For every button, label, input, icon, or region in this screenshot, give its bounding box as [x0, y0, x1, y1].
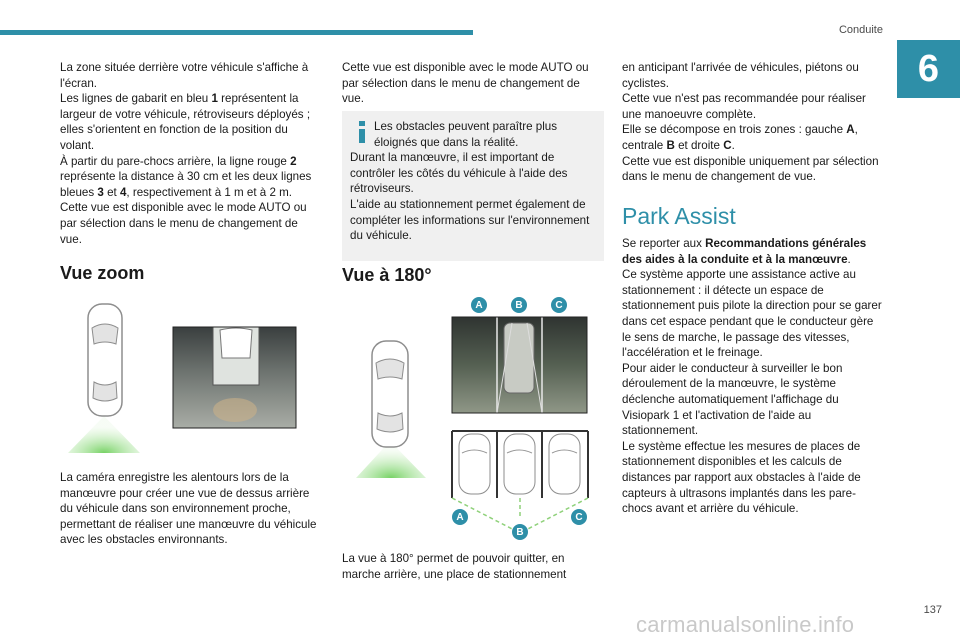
camera-field-green	[68, 416, 140, 453]
zone-label-c: C	[571, 509, 587, 525]
paragraph: Les lignes de gabarit en bleu 1 représentent la largeur de votre véhicule, rétroviseurs déployés ; elles s'orientent en fonction de la position du volant.	[60, 92, 311, 152]
info-text: Les obstacles peuvent paraître plus éloignés que dans la réalité.	[374, 120, 558, 149]
info-box	[342, 111, 604, 261]
paragraph: Cette vue est disponible avec le mode AUTO ou par sélection dans le menu de changement de vue.	[60, 201, 307, 246]
chapter-label: Conduite	[838, 24, 883, 36]
column-3	[622, 60, 884, 185]
info-text: L'aide au stationnement permet également de compléter les informations sur l'environnement du véhicule.	[350, 197, 590, 243]
info-text: Durant la manœuvre, il est important de contrôler les côtés du véhicule à l'aide des rétroviseurs.	[350, 151, 568, 196]
park-assist-text	[622, 236, 884, 517]
paragraph: Le système effectue les mesures de places de stationnement disponibles et les calculs de distances par rapport aux obstacles à l'aide de capteurs à ultrasons implantés dans les pare-chocs avant et arrière du véhicule.	[622, 439, 861, 516]
car-top-icon	[372, 341, 408, 447]
car-top-icon	[88, 304, 122, 416]
zoom-description: La caméra enregistre les alentours lors de la manœuvre pour créer une vue de dessus arrière du véhicule dans son environnement proche, permettant de réaliser une manœuvre du véhicule avec les obstacles environnants.	[60, 471, 317, 547]
paragraph: À partir du pare-chocs arrière, la ligne rouge 2 représente la distance à 30 cm et les deux lignes bleues 3 et 4, respectivement à 1 m et à 2 m.	[60, 154, 312, 199]
watermark[interactable]: carmanualsonline.info	[636, 612, 855, 637]
chapter-number-tab: 6	[897, 40, 960, 98]
view-180-camera-image	[452, 317, 587, 413]
section-title-zoom: Vue zoom	[60, 263, 145, 283]
zone-label-b: B	[511, 297, 527, 313]
zone-label-b: B	[512, 524, 528, 540]
view-180-illustration	[342, 293, 604, 543]
paragraph: La zone située derrière votre véhicule s'affiche à l'écran.	[60, 61, 309, 90]
zone-label-a: A	[452, 509, 468, 525]
paragraph: Cette vue est disponible uniquement par sélection dans le menu de changement de vue.	[622, 154, 879, 184]
section-title-180: Vue à 180°	[342, 265, 432, 285]
zone-label-c: C	[551, 297, 567, 313]
section-title-park-assist: Park Assist	[622, 203, 736, 229]
paragraph: en anticipant l'arrivée de véhicules, piétons ou cyclistes.	[622, 61, 859, 90]
paragraph: Elle se décompose en trois zones : gauche A, centrale B et droite C.	[622, 123, 858, 152]
zoom-camera-image	[173, 327, 296, 428]
header-bar	[0, 30, 473, 35]
zoom-view-illustration	[60, 298, 320, 458]
paragraph: Se reporter aux Recommandations générales des aides à la conduite et à la manœuvre.	[622, 237, 867, 266]
column-1	[60, 60, 322, 247]
zone-label-a: A	[471, 297, 487, 313]
page-number: 137	[923, 604, 942, 616]
info-icon	[354, 121, 370, 143]
column-2-intro: Cette vue est disponible avec le mode AUTO ou par sélection dans le menu de changement de vue.	[342, 61, 589, 106]
paragraph: Cette vue n'est pas recommandée pour réaliser une manoeuvre complète.	[622, 92, 866, 121]
view-180-description: La vue à 180° permet de pouvoir quitter, en marche arrière, une place de stationnement	[342, 552, 567, 581]
parking-bays	[452, 431, 588, 498]
paragraph: Ce système apporte une assistance active au stationnement : il détecte un espace de stationnement puis pilote la direction pour se garer dans cet espace pendant que le conducteur gère le sens de marche, le passage des vitesses, l'accélération et le freinage.	[622, 268, 882, 360]
paragraph: Pour aider le conducteur à surveiller le bon déroulement de la manœuvre, le système déclenche automatiquement l'affichage du Visiopark 1 et l'activation de l'aide au stationnement.	[622, 361, 843, 438]
